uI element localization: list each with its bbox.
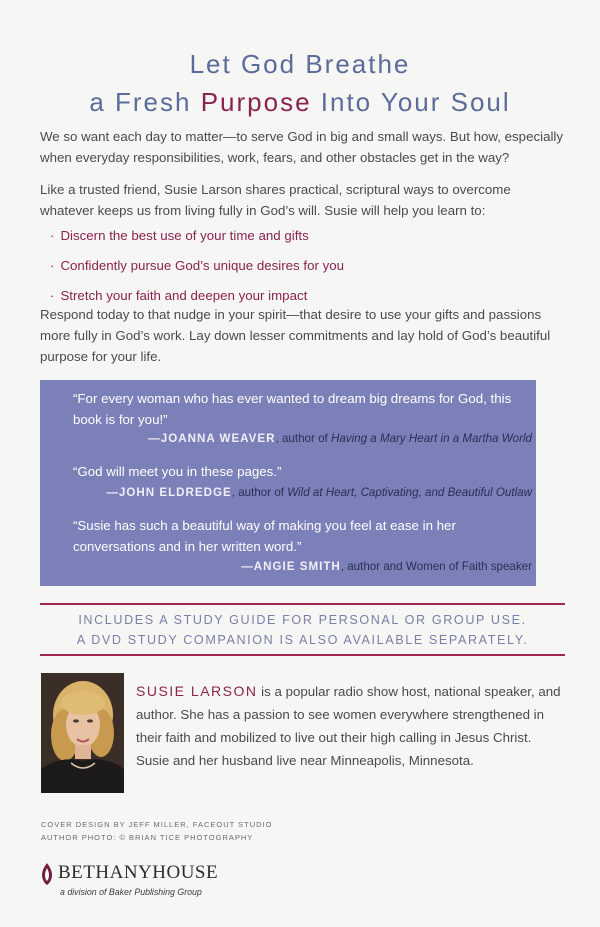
endorsement-attribution [148, 432, 532, 445]
endorsement-quote: “God will meet you in these pages.” [73, 464, 282, 479]
intro-paragraph: We so want each day to matter—to serve God in big and small ways. But how, especially when everyday responsibilities, work, fears, and other obstacles get in the way? [40, 129, 564, 165]
author-photo-credit: AUTHOR PHOTO: © BRIAN TICE PHOTOGRAPHY [41, 833, 254, 842]
endorsement-attribution [106, 486, 532, 499]
publisher-name: BETHANYHOUSE [58, 862, 219, 883]
endorsement-attribution [241, 560, 532, 573]
headline-line-2-pre: a Fresh [89, 87, 201, 117]
endorsement-quote: “Susie has such a beautiful way of making you feel at ease in her conversations and in her written word.” [73, 518, 456, 554]
headline-line-2-post: Into Your Soul [311, 87, 511, 117]
publisher-logo [40, 860, 260, 900]
benefit-text: Discern the best use of your time and gifts [60, 228, 309, 243]
benefit-item [50, 286, 570, 306]
lamp-logo-icon [40, 863, 54, 885]
benefit-item [50, 256, 570, 276]
headline-accent-word: Purpose [200, 87, 312, 117]
bullet-dot-icon: · [50, 228, 55, 243]
endorser-book: Wild at Heart, Captivating, and Beautiful Outlaw [287, 486, 532, 499]
dvd-notice: A DVD STUDY COMPANION IS ALSO AVAILABLE SEPARATELY. [76, 633, 529, 647]
study-guide-notice: INCLUDES A STUDY GUIDE FOR PERSONAL OR GROUP USE. [78, 613, 527, 627]
divider-bottom [40, 654, 565, 656]
benefit-text: Stretch your faith and deepen your impact [60, 288, 308, 303]
publisher-tagline: a division of Baker Publishing Group [60, 887, 202, 897]
endorser-role: , author of [275, 432, 331, 445]
endorser-role: , author and Women of Faith speaker [340, 560, 532, 573]
author-portrait-icon [41, 673, 124, 793]
headline-line-1: Let God Breathe [189, 49, 411, 79]
endorser-role: , author of [231, 486, 288, 499]
bullet-dot-icon: · [50, 288, 55, 303]
cover-design-credit: COVER DESIGN BY JEFF MILLER, FACEOUT STUDIO [41, 820, 273, 829]
bullet-dot-icon: · [50, 258, 55, 273]
benefit-text: Confidently pursue God’s unique desires for you [60, 258, 345, 273]
endorser-name: —ANGIE SMITH [241, 560, 341, 573]
author-bio [136, 680, 566, 772]
benefit-item [50, 226, 570, 246]
endorser-book: Having a Mary Heart in a Martha World [330, 432, 532, 445]
endorser-name: —JOHN ELDREDGE [106, 486, 232, 499]
divider-top [40, 603, 565, 605]
author-photo [41, 673, 124, 793]
author-name: SUSIE LARSON [136, 683, 258, 699]
endorsements-box [40, 380, 536, 586]
headline-line-2 [0, 83, 600, 121]
headline [0, 45, 600, 121]
benefit-list [50, 226, 570, 316]
description-paragraph: Like a trusted friend, Susie Larson shares practical, scriptural ways to overcome whatever keeps us from living fully in God’s will. Susie will help you learn to: [40, 182, 511, 218]
endorsement-quote: “For every woman who has ever wanted to dream big dreams for God, this book is for you!” [73, 391, 512, 427]
endorser-name: —JOANNA WEAVER [148, 432, 276, 445]
closing-paragraph: Respond today to that nudge in your spirit—that desire to use your gifts and passions more fully in God’s work. Lay down lesser commitments and lay hold of God’s beautiful purpose for your life. [40, 307, 551, 364]
author-bio-text: is a popular radio show host, national speaker, and author. She has a passion to see women everywhere strengthened in their faith and mobilized to live out their high calling in Jesus Christ. Susie and her husband live near Minneapolis, Minnesota. [136, 684, 561, 768]
